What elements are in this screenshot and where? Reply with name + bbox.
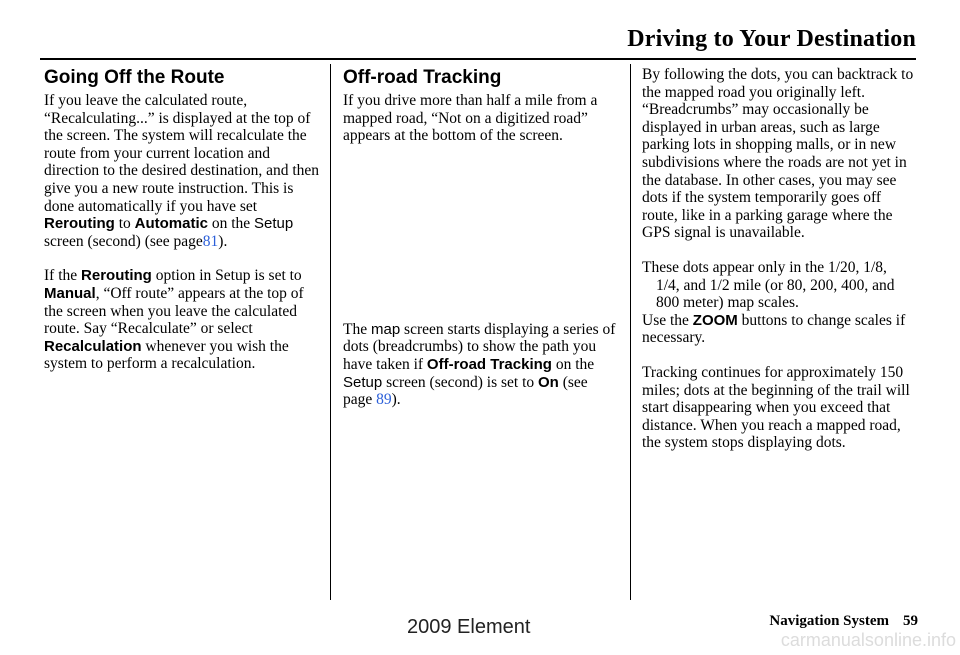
paragraph-tracking-continues: Tracking continues for approximately 150 miles; dots at the beginning of the trail will start disappearing when you exceed that distance. When you reach a mapped road, the system stops displaying dots. <box>642 363 910 452</box>
text: Use the <box>642 311 689 329</box>
term-map: map <box>370 320 401 338</box>
page-title: Driving to Your Destination <box>627 26 916 52</box>
section-heading-going-off-route: Going Off the Route <box>44 67 225 88</box>
page-link-89[interactable]: 89 <box>376 391 392 409</box>
column-divider-1 <box>330 64 331 600</box>
paragraph-breadcrumbs <box>343 321 619 409</box>
text: ). <box>391 391 401 409</box>
term-on: On <box>538 373 559 391</box>
paragraph-manual-rerouting <box>44 267 320 373</box>
watermark-model: 2009 Element <box>407 616 531 638</box>
column-off-road-tracking <box>343 66 619 409</box>
term-automatic: Automatic <box>134 215 208 233</box>
text: If you leave the calculated route, “Recalculating...” is displayed at the top of the screen. The system will recalculate the route from your current location and direction to the desired destination, and then give you a new route instruction. This is done automatically if you have set <box>44 92 320 215</box>
text: to <box>118 215 131 233</box>
term-rerouting: Rerouting <box>44 215 115 233</box>
term-setup: Setup <box>254 215 294 233</box>
term-manual: Manual <box>44 284 96 302</box>
paragraph-not-digitized: If you drive more than half a mile from a mapped road, “Not on a digitized road” appears at the bottom of the screen. <box>343 92 598 145</box>
text: (see page <box>343 373 588 409</box>
paragraph-dot-scales <box>642 259 918 312</box>
column-divider-2 <box>630 64 631 600</box>
text: , “Off route” appears at the top of the screen when you leave the calculated route. Say “Recalculate” or select <box>44 284 304 338</box>
term-rerouting: Rerouting <box>81 267 152 285</box>
text: The <box>343 320 368 338</box>
term-setup: Setup <box>343 373 383 391</box>
page-number: 59 <box>903 613 918 629</box>
term-zoom: ZOOM <box>692 311 738 329</box>
text: on the <box>211 215 251 233</box>
text: 1/4, and 1/2 mile (or 80, 200, 400, and 800 meter) map scales. <box>656 276 895 312</box>
section-heading-off-road-tracking: Off-road Tracking <box>343 67 502 88</box>
footer-label: Navigation System <box>769 613 889 629</box>
text: option in Setup is set to <box>155 267 302 285</box>
page-footer <box>769 613 918 630</box>
paragraph-recalculating <box>44 92 320 250</box>
text: These dots appear only in the 1/20, 1/8, <box>642 258 887 276</box>
page-link-81[interactable]: 81 <box>202 232 219 250</box>
text: screen starts displaying a series of dots (breadcrumbs) to show the path you have taken if <box>343 320 616 373</box>
text: ). <box>218 232 228 250</box>
paragraph-following-dots: By following the dots, you can backtrack to the mapped road you originally left. “Breadcrumbs” may occasionally be displayed in urban areas, such as large parking lots in shopping malls, or in new subdivisions where the roads are not yet in the database. In other cases, you may see dots if the system temporarily goes off route, like in a parking garage where the GPS signal is unavailable. <box>642 66 914 242</box>
text: screen (second) is set to <box>386 373 535 391</box>
text: If the <box>44 267 78 285</box>
term-recalculation: Recalculation <box>44 337 142 355</box>
text: screen (second) (see page <box>44 232 203 250</box>
term-off-road-tracking: Off-road Tracking <box>426 355 552 373</box>
text: on the <box>555 355 595 373</box>
watermark-site: carmanualsonline.info <box>780 630 956 650</box>
text: whenever you wish the system to perform a recalculation. <box>44 337 289 373</box>
column-going-off-route <box>44 66 320 373</box>
text: buttons to change scales if necessary. <box>642 311 906 347</box>
paragraph-zoom <box>642 312 918 347</box>
column-breadcrumbs-details <box>642 66 918 452</box>
header-rule <box>40 58 916 60</box>
